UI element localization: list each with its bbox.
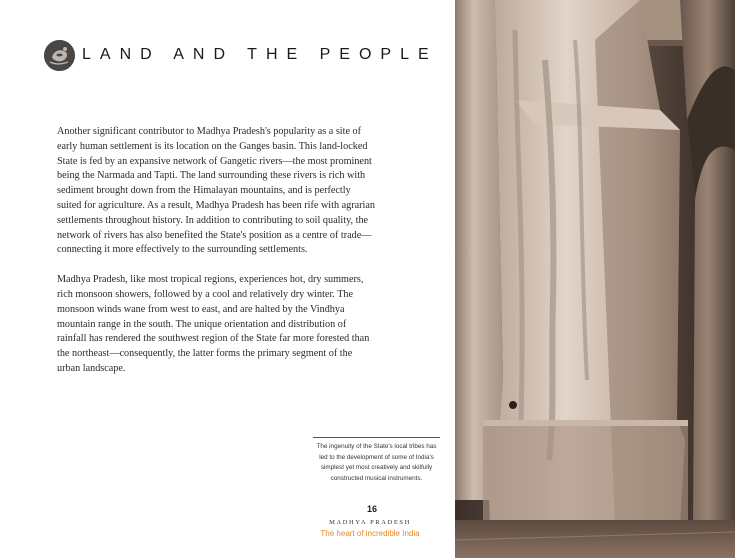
caption-divider (313, 437, 440, 438)
stone-pillars-photo (455, 0, 735, 558)
footer-brand: MADHYA PRADESH (329, 519, 411, 526)
page-number: 16 (366, 504, 377, 514)
emblem-logo (44, 40, 75, 71)
emblem-motif-icon (44, 40, 75, 71)
footer-tagline: The heart of incredible India (320, 529, 420, 538)
photo-page (455, 0, 735, 558)
paragraph: Madhya Pradesh, like most tropical regions, experiences hot, dry summers, rich monsoon showers, followed by a cool and relatively dry winter. The monsoon winds wane from west to east, and are halted by the Vindhya mountain range in the south. The unique orientation and distribution of rainfall has rendered the southwest region of the State far more forested than the northeast—consequently, the latter forms the primary segment of the urban landscape. (57, 274, 370, 374)
body-text (57, 125, 375, 392)
photo-caption: The ingenuity of the State's local tribes has led to the development of some of India's simplest yet most creatively and skilfully constructed musical instruments. (316, 443, 437, 482)
section-title: LAND AND THE PEOPLE (82, 46, 438, 63)
paragraph: Another significant contributor to Madhya Pradesh's popularity as a site of early human settlement is its location on the Ganges basin. This land-locked State is fed by an expansive network of Gangetic rivers—the most prominent being the Narmada and Tapti. The land surrounding these rivers is rich with sediment brought down from the Himalayan mountains, and is perfectly suited for agriculture. As a result, Madhya Pradesh has been rife with agrarian settlements throughout history. In addition to contributing to soil quality, the network of rivers has also benefited the State's position as a centre of trade—connecting it more effectively to the surrounding settlements. (57, 126, 375, 256)
